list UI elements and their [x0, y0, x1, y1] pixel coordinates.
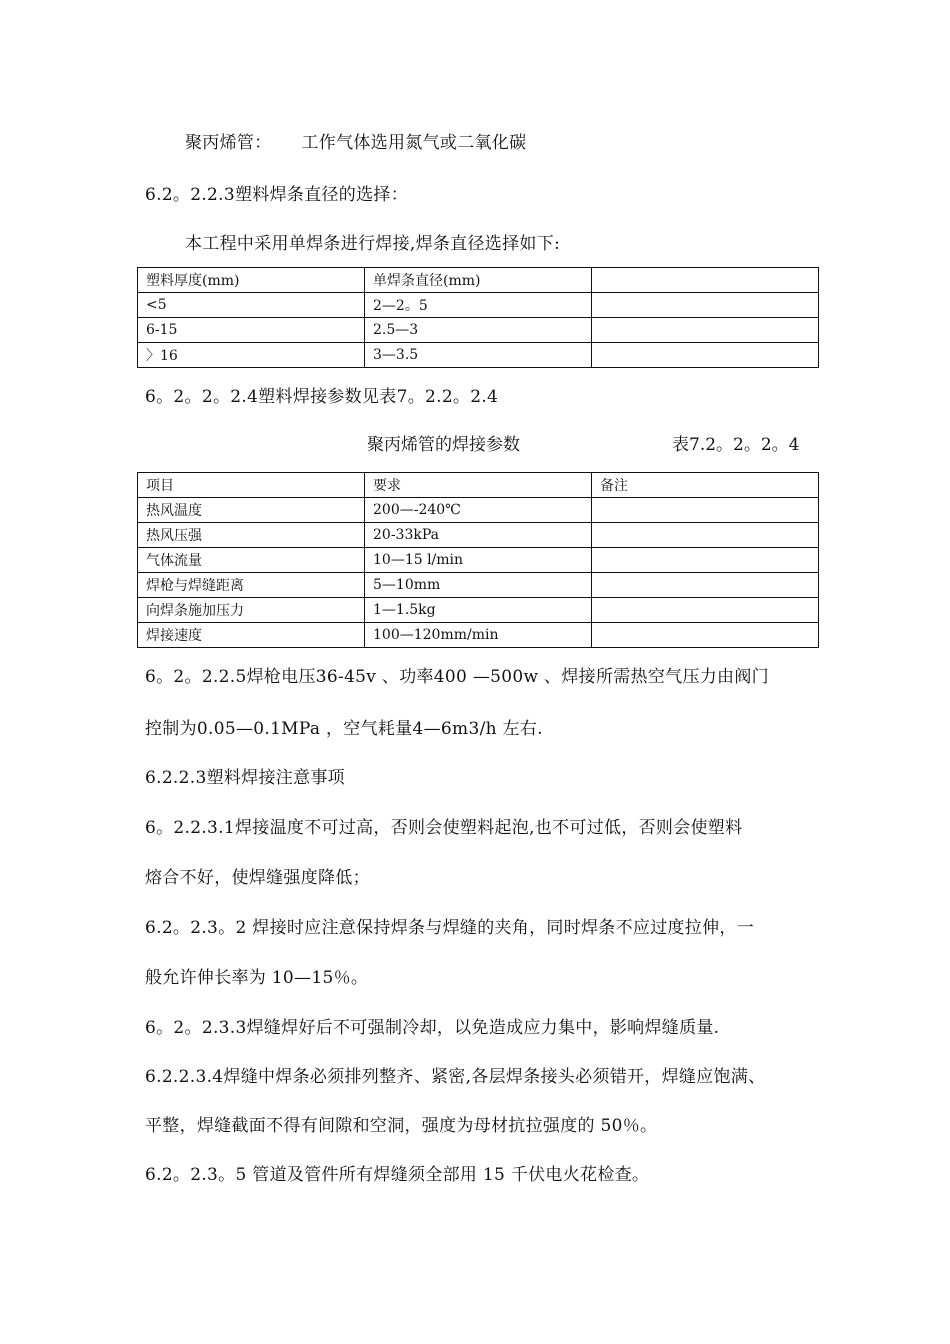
table-row	[138, 523, 819, 548]
table-cell: 2.5—3	[365, 318, 592, 343]
table-cell	[592, 598, 819, 623]
table-cell: 热风压强	[138, 523, 365, 548]
table-cell: 要求	[365, 473, 592, 498]
paragraph-angle: 6.2。2.3。2 焊接时应注意保持焊条与焊缝的夹角，同时焊条不应过度拉伸，一	[145, 918, 754, 938]
table-row	[138, 473, 819, 498]
table-cell: 焊枪与焊缝距离	[138, 573, 365, 598]
paragraph-spark-test: 6.2。2.3。5 管道及管件所有焊缝须全部用 15 千伏电火花检查。	[145, 1165, 650, 1185]
table-cell	[592, 318, 819, 343]
table-cell: 向焊条施加压力	[138, 598, 365, 623]
table-row	[138, 598, 819, 623]
table-row	[138, 548, 819, 573]
paragraph-temperature-cont: 熔合不好，使焊缝强度降低；	[145, 868, 370, 888]
table-caption-number: 表7.2。2。2。4	[672, 435, 800, 455]
table-cell: 备注	[592, 473, 819, 498]
table-cell: 气体流量	[138, 548, 365, 573]
table-cell: 5—10mm	[365, 573, 592, 598]
table-cell: 200—-240℃	[365, 498, 592, 523]
table-cell	[592, 548, 819, 573]
heading-precautions: 6.2.2.3塑料焊接注意事项	[145, 768, 345, 788]
table-row	[138, 623, 819, 648]
table-cell	[592, 498, 819, 523]
paragraph-cooling: 6。2。2.3.3焊缝焊好后不可强制冷却，以免造成应力集中，影响焊缝质量.	[145, 1018, 720, 1038]
paragraph-rod-intro: 本工程中采用单焊条进行焊接,焊条直径选择如下:	[185, 234, 561, 254]
table-cell: 热风温度	[138, 498, 365, 523]
table-cell: 〉16	[138, 343, 365, 368]
table-cell: 2—2。5	[365, 293, 592, 318]
gas-text: 工作气体选用氮气或二氧化碳	[301, 133, 527, 153]
table-cell: 1—1.5kg	[365, 598, 592, 623]
table-cell	[592, 623, 819, 648]
table-cell	[592, 523, 819, 548]
table-cell: 20-33kPa	[365, 523, 592, 548]
table-row	[138, 268, 819, 293]
paragraph-gas	[185, 128, 526, 153]
paragraph-voltage: 6。2。2.2.5焊枪电压36-45v 、功率400 —500w 、焊接所需热空气压力由阀门	[145, 667, 769, 687]
table-row	[138, 318, 819, 343]
heading-rod-diameter: 6.2。2.2.3塑料焊条直径的选择：	[145, 185, 408, 205]
table-cell: 10—15 l/min	[365, 548, 592, 573]
paragraph-params-ref: 6。2。2。2.4塑料焊接参数见表7。2.2。2.4	[145, 387, 499, 407]
table-cell: 6-15	[138, 318, 365, 343]
table-row	[138, 293, 819, 318]
paragraph-arrangement-cont: 平整，焊缝截面不得有间隙和空洞，强度为母材抗拉强度的 50％。	[145, 1116, 658, 1136]
welding-params-table	[137, 472, 819, 648]
table-cell	[592, 343, 819, 368]
table-row	[138, 498, 819, 523]
table-row	[138, 573, 819, 598]
label-pp-pipe: 聚丙烯管：	[185, 133, 272, 153]
table-cell	[592, 573, 819, 598]
table-cell	[592, 268, 819, 293]
table-cell: 3—3.5	[365, 343, 592, 368]
paragraph-angle-cont: 般允许伸长率为 10—15％。	[145, 968, 369, 988]
paragraph-temperature: 6。2.2.3.1焊接温度不可过高，否则会使塑料起泡,也不可过低，否则会使塑料	[145, 818, 743, 838]
table-cell: 焊接速度	[138, 623, 365, 648]
table-cell: 100—120mm/min	[365, 623, 592, 648]
table-cell: 单焊条直径(mm)	[365, 268, 592, 293]
table-cell: 塑料厚度(mm)	[138, 268, 365, 293]
table-cell	[592, 293, 819, 318]
table-row	[138, 343, 819, 368]
paragraph-arrangement: 6.2.2.3.4焊缝中焊条必须排列整齐、紧密,各层焊条接头必须错开，焊缝应饱满、	[145, 1067, 766, 1087]
table-caption-title: 聚丙烯管的焊接参数	[367, 435, 520, 455]
rod-diameter-table	[137, 267, 819, 368]
paragraph-pressure: 控制为0.05—0.1MPa ，空气耗量4—6m3/h 左右.	[145, 719, 543, 739]
table-cell: 项目	[138, 473, 365, 498]
table-cell: <5	[138, 293, 365, 318]
